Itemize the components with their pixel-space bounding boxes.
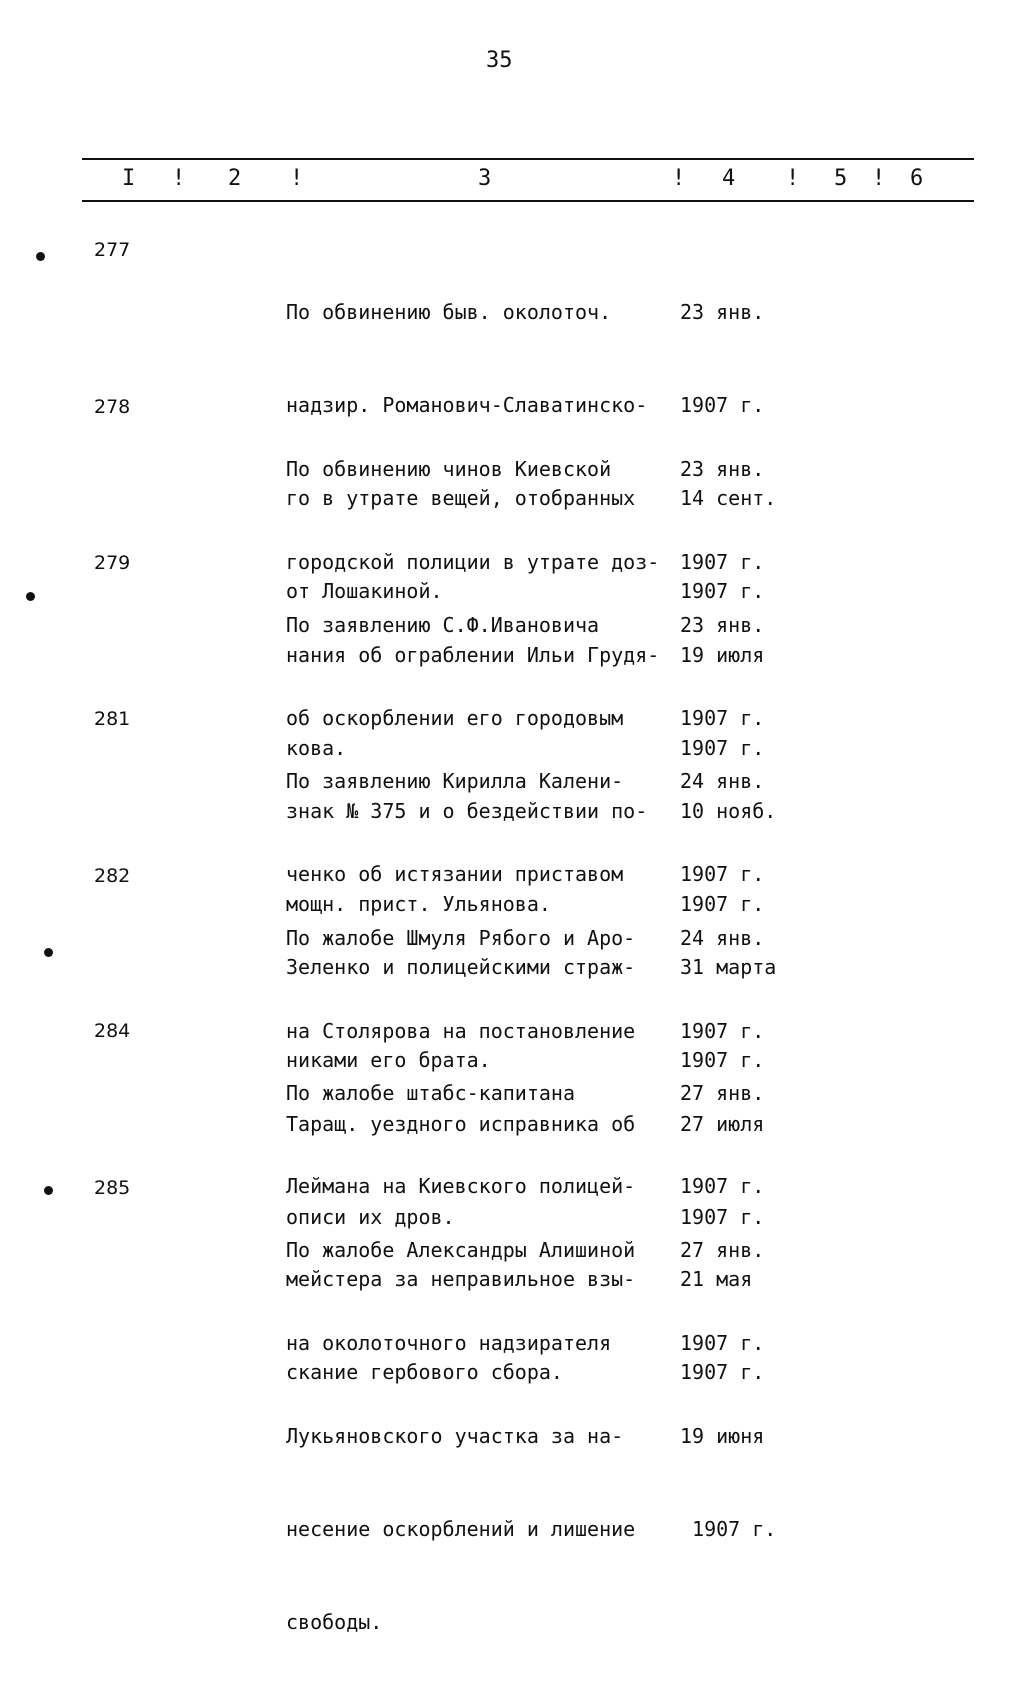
date-line: 10 нояб.: [680, 799, 777, 823]
date-line: 27 янв.: [680, 1238, 765, 1262]
description-line: знак № 375 и о бездействии по-: [286, 799, 648, 823]
description-line: от Лошакиной.: [286, 579, 443, 603]
date-line: 14 сент.: [680, 486, 777, 510]
case-number: 282: [94, 865, 131, 887]
table-header-top-rule: [82, 158, 974, 160]
description-line: По заявлению С.Ф.Ивановича: [286, 613, 600, 637]
date-line: 1907 г.: [680, 550, 765, 574]
column-header-1: I: [122, 166, 136, 191]
description-line: Леймана на Киевского полицей-: [286, 1174, 636, 1198]
description-line: Лукьяновского участка за на-: [286, 1424, 624, 1448]
column-separator: !: [672, 166, 686, 191]
date-line: 1907 г.: [680, 1205, 765, 1229]
description-line: По заявлению Кирилла Калени-: [286, 769, 624, 793]
page-number: 35: [486, 48, 513, 73]
date-line: 1907 г.: [680, 579, 765, 603]
date-line: 1907 г.: [680, 1331, 765, 1355]
description-line: По обвинению быв. околоточ.: [286, 300, 612, 324]
case-number: 281: [94, 708, 131, 730]
description-line: надзир. Романович-Славатинско-: [286, 393, 648, 417]
column-separator: !: [172, 166, 186, 191]
date-line: 1907 г.: [680, 892, 765, 916]
date-line: 1907 г.: [680, 1174, 765, 1198]
date-line: 1907 г.: [680, 736, 765, 760]
description-line: Зеленко и полицейскими страж-: [286, 955, 636, 979]
description-line: несение оскорблений и лишение: [286, 1517, 636, 1541]
column-header-5: 5: [834, 166, 848, 191]
description-line: скание гербового сбора.: [286, 1360, 563, 1384]
description-line: никами его брата.: [286, 1048, 491, 1072]
date-line: 1907 г.: [680, 862, 765, 886]
table-header-bottom-rule: [82, 200, 974, 202]
margin-mark: [26, 592, 35, 601]
description-line: на околоточного надзирателя: [286, 1331, 612, 1355]
date-line: 19 июня: [680, 1424, 765, 1448]
description-line: свободы.: [286, 1610, 383, 1634]
case-description: [286, 1173, 686, 1700]
column-header-2: 2: [228, 166, 242, 191]
column-header-4: 4: [722, 166, 736, 191]
case-number: 277: [94, 239, 131, 261]
description-line: описи их дров.: [286, 1205, 455, 1229]
description-line: об оскорблении его городовым: [286, 706, 624, 730]
description-line: ченко об истязании приставом: [286, 862, 624, 886]
margin-mark: [44, 1186, 53, 1195]
date-line: 31 марта: [680, 955, 777, 979]
column-separator: !: [290, 166, 304, 191]
date-line: 23 янв.: [680, 300, 765, 324]
description-line: на Столярова на постановление: [286, 1019, 636, 1043]
column-separator: !: [872, 166, 886, 191]
date-line: 21 мая: [680, 1267, 753, 1291]
case-number: 285: [94, 1177, 131, 1199]
date-line: 1907 г.: [680, 1048, 765, 1072]
date-line: 1907 г.: [680, 1360, 765, 1384]
date-line: 24 янв.: [680, 926, 765, 950]
date-line: 1907 г.: [680, 1517, 777, 1541]
description-line: нания об ограблении Ильи Грудя-: [286, 643, 660, 667]
column-separator: !: [786, 166, 800, 191]
margin-mark: [44, 948, 53, 957]
date-line: 19 июля: [680, 643, 765, 667]
date-line: 1907 г.: [680, 706, 765, 730]
description-line: Таращ. уездного исправника об: [286, 1112, 636, 1136]
case-number: 278: [94, 396, 131, 418]
description-line: мейстера за неправильное взы-: [286, 1267, 636, 1291]
date-line: 23 янв.: [680, 457, 765, 481]
description-line: По жалобе Шмуля Рябого и Аро-: [286, 926, 636, 950]
date-line: 23 янв.: [680, 613, 765, 637]
case-dates: [680, 1173, 776, 1607]
date-line: 1907 г.: [680, 393, 765, 417]
description-line: кова.: [286, 736, 347, 760]
description-line: По обвинению чинов Киевской: [286, 457, 612, 481]
column-header-3: 3: [478, 166, 492, 191]
description-line: мощн. прист. Ульянова.: [286, 892, 551, 916]
date-line: 27 янв.: [680, 1081, 765, 1105]
column-header-6: 6: [910, 166, 924, 191]
date-line: 1907 г.: [680, 1019, 765, 1043]
case-number: 279: [94, 552, 131, 574]
description-line: По жалобе штабс-капитана: [286, 1081, 575, 1105]
description-line: городской полиции в утрате доз-: [286, 550, 660, 574]
case-number: 284: [94, 1020, 131, 1042]
description-line: По жалобе Александры Алишиной: [286, 1238, 636, 1262]
description-line: го в утрате вещей, отобранных: [286, 486, 636, 510]
date-line: 24 янв.: [680, 769, 765, 793]
date-line: 27 июля: [680, 1112, 765, 1136]
margin-mark: [36, 252, 45, 261]
